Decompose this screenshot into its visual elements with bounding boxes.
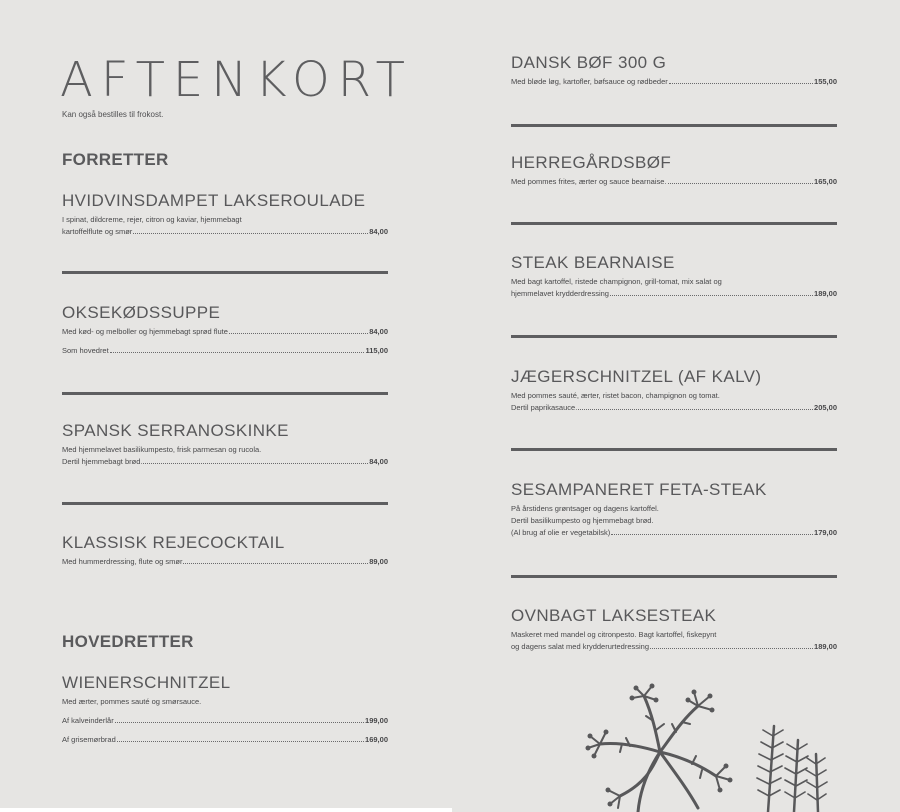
dot-leader (133, 233, 368, 234)
dish-description-line: Maskeret med mandel og citronpesto. Bagt kartoffel, fiskepynt (511, 630, 717, 639)
page-edge (0, 808, 452, 812)
section-divider (511, 575, 837, 578)
price: 189,00 (814, 289, 837, 298)
dish-name: DANSK BØF 300 G (511, 53, 667, 72)
price-line (511, 176, 837, 188)
dish-description (62, 214, 388, 238)
dish-description (62, 696, 388, 746)
dish-description (511, 503, 837, 539)
price: 115,00 (365, 346, 388, 355)
price-line-text: Med hummerdressing, flute og smør (62, 557, 183, 566)
price-line-text: Af grisemørbrad (62, 735, 116, 744)
dish-name: STEAK BEARNAISE (511, 253, 675, 272)
dot-leader (578, 409, 813, 410)
price-line-text: Med pommes frites, ærter og sauce bearnaise. (511, 177, 667, 186)
dish-description (511, 629, 837, 653)
menu-item (62, 672, 388, 746)
price-line-text: Med kød- og melboller og hjemmebagt sprød flute (62, 327, 228, 336)
dish-name: HVIDVINSDAMPET LAKSEROULADE (62, 191, 366, 210)
price-line (62, 326, 388, 338)
price-line (62, 345, 388, 357)
price-line-text: Dertil paprikasauce. (511, 403, 578, 412)
dot-leader (183, 563, 368, 564)
dot-leader (117, 741, 364, 742)
price-line-text: Af kalveinderlår (62, 716, 114, 725)
dish-name: HERREGÅRDSBØF (511, 153, 672, 172)
section-heading-forretter: FORRETTER (62, 150, 169, 169)
dish-description (511, 176, 837, 188)
dish-description (62, 444, 388, 468)
price-line (62, 456, 388, 468)
price-line-text: Som hovedret (62, 346, 109, 355)
price: 199,00 (365, 716, 388, 725)
price: 179,00 (814, 528, 837, 537)
price-line (511, 288, 837, 300)
dish-description-line: I spinat, dildcreme, rejer, citron og kaviar, hjemmebagt (62, 215, 242, 224)
dot-leader (143, 463, 368, 464)
dish-name: SPANSK SERRANOSKINKE (62, 421, 289, 440)
price: 84,00 (369, 457, 388, 466)
price-line-text: hjemmelavet krydderdressing (511, 289, 609, 298)
section-divider (62, 392, 388, 395)
price: 89,00 (369, 557, 388, 566)
dot-leader (650, 648, 813, 649)
section-heading-hovedretter: HOVEDRETTER (62, 632, 194, 651)
price: 84,00 (369, 227, 388, 236)
section-divider (511, 124, 837, 127)
price-line (511, 402, 837, 414)
dish-description-line: Dertil basilikumpesto og hjemmebagt brød. (511, 516, 654, 525)
dish-description (511, 76, 837, 88)
price: 205,00 (814, 403, 837, 412)
menu-item (511, 479, 837, 539)
section-divider (511, 222, 837, 225)
price: 169,00 (365, 735, 388, 744)
dish-description-line: Med ærter, pommes sauté og smørsauce. (62, 697, 202, 706)
menu-item (62, 190, 388, 238)
price: 84,00 (369, 327, 388, 336)
price-line-text: Med bløde løg, kartofler, bøfsauce og rødbeder (511, 77, 668, 86)
menu-title: AFTENKORT (60, 52, 413, 108)
price-line-text: og dagens salat med krydderurtedressing (511, 642, 649, 651)
price: 189,00 (814, 642, 837, 651)
price-line-text: kartoffelflute og smør (62, 227, 133, 236)
dish-description-line: Med bagt kartoffel, ristede champignon, grill-tomat, mix salat og (511, 277, 722, 286)
dish-description-line: Med pommes sauté, ærter, ristet bacon, champignon og tomat. (511, 391, 720, 400)
price-line-text: (Al brug af olie er vegetabilsk) (511, 528, 611, 537)
dish-name: OKSEKØDSSUPPE (62, 303, 221, 322)
menu-item (511, 52, 837, 88)
price-line (62, 715, 388, 727)
dot-leader (611, 534, 813, 535)
dish-description-line: Med hjemmelavet basilikumpesto, frisk parmesan og rucola. (62, 445, 262, 454)
menu-item (511, 605, 837, 653)
dish-name: WIENERSCHNITZEL (62, 673, 231, 692)
menu-item (62, 420, 388, 468)
price-line (62, 734, 388, 746)
herb-plant-icon (560, 680, 840, 812)
section-divider (62, 271, 388, 274)
menu-item (511, 366, 837, 414)
section-divider (511, 335, 837, 338)
price: 155,00 (814, 77, 837, 86)
section-divider (511, 448, 837, 451)
price-line (511, 641, 837, 653)
price-line (62, 556, 388, 568)
dish-name: KLASSISK REJECOCKTAIL (62, 533, 285, 552)
menu-item (511, 252, 837, 300)
dot-leader (115, 722, 364, 723)
dot-leader (668, 183, 814, 184)
dish-description-line: På årstidens grøntsager og dagens kartoffel. (511, 504, 659, 513)
menu-subtitle: Kan også bestilles til frokost. (62, 110, 164, 119)
dish-description (511, 276, 837, 300)
menu-item (62, 302, 388, 357)
menu-item (62, 532, 388, 568)
price-line (62, 226, 388, 238)
dish-name: SESAMPANERET FETA-STEAK (511, 480, 767, 499)
price-line-text: Dertil hjemmebagt brød. (62, 457, 143, 466)
dot-leader (110, 352, 365, 353)
dish-description (511, 390, 837, 414)
menu-item (511, 152, 837, 188)
dot-leader (669, 83, 813, 84)
dish-description (62, 556, 388, 568)
section-divider (62, 502, 388, 505)
dish-name: OVNBAGT LAKSESTEAK (511, 606, 717, 625)
dot-leader (229, 333, 368, 334)
price-line (511, 527, 837, 539)
dot-leader (610, 295, 813, 296)
price: 165,00 (814, 177, 837, 186)
dish-name: JÆGERSCHNITZEL (AF KALV) (511, 367, 762, 386)
dish-description (62, 326, 388, 357)
price-line (511, 76, 837, 88)
